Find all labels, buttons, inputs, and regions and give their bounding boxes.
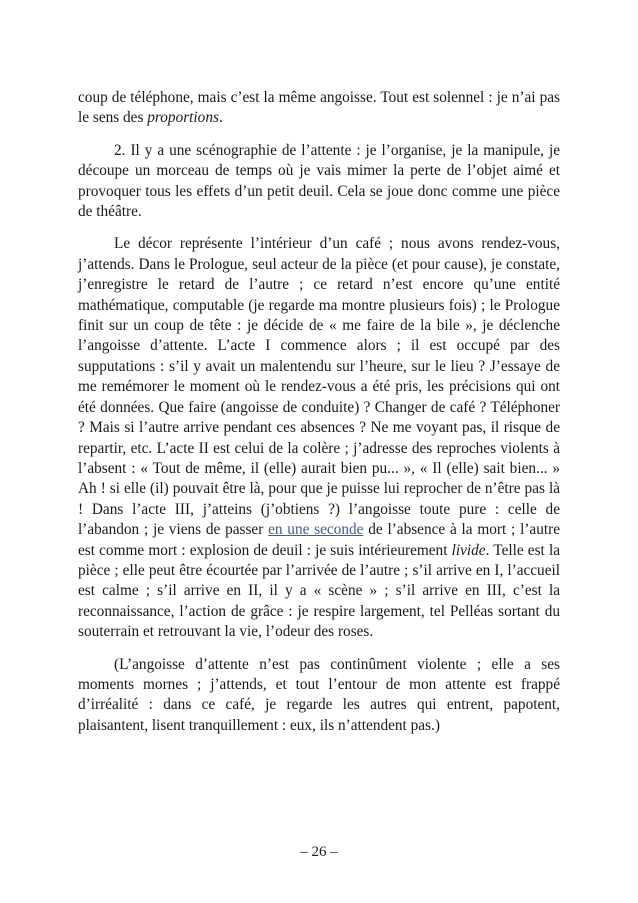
paragraph-2: 2. Il y a une scénographie de l’attente : je l’organise, je la manipule, je découpe un morceau de temps où je vais mimer la perte de l’objet aimé et provoquer tous les effets d’un petit deuil. Cela se joue donc comme une pièce de théâtre. [78, 141, 560, 221]
paragraph-3-text-b: de l’absence à la mort ; l’autre est comme mort : explosion de deuil : je suis intérieurement [78, 521, 560, 559]
emphasis-livide: livide [451, 541, 486, 559]
paragraph-3-text-c: . Telle est la pièce ; elle peut être écourtée par l’arrivée de l’autre ; s’il arrive en I, l’accueil est calme ; s’il arrive en II, il y a « scène » ; s’il arrive en III, c’est la reconnaissance, l’action de grâce : je respire largement, tel Pelléas sortant du souterrain et retrouvant la vie, l’odeur des roses. [78, 541, 560, 641]
paragraph-1-text: coup de téléphone, mais c’est la même angoisse. Tout est solennel : je n’ai pas le sens des [78, 89, 560, 127]
page-body [78, 88, 560, 748]
paragraph-1-end: . [218, 109, 223, 127]
paragraph-3-text-a: Le décor représente l’intérieur d’un café ; nous avons rendez-vous, j’attends. Dans le Prologue, seul acteur de la pièce (et pour cause), je constate, j’enregistre le retard de l’autre ; ce retard n’est encore qu’une entité mathématique, computable (je regarde ma montre plusieurs fois) ; le Prologue finit sur un coup de tête : je décide de « me faire de la bile », je déclenche l’angoisse d’attente. L’acte I commence alors ; il est occupé par des supputations : s’il y avait un malentendu sur l’heure, sur le lieu ? J’essaye de me remémorer le moment où le rendez-vous a été pris, les précisions qui ont été données. Que faire (angoisse de conduite) ? Changer de café ? Téléphoner ? Mais si l’autre arrive pendant ces absences ? Ne me voyant pas, il risque de repartir, etc. L’acte II est celui de la colère ; j’adresse des reproches violents à l’absent : « Tout de même, il (elle) aurait bien pu... », « Il (elle) sait bien... » Ah ! si elle (il) pouvait être là, pour que je puisse lui reprocher de n’être pas là ! Dans l’acte III, j’atteins (j’obtiens ?) l’angoisse toute pure : celle de l’abandon ; je viens de passer [78, 235, 560, 539]
link-en-une-seconde[interactable]: en une seconde [268, 521, 364, 539]
paragraph-1 [78, 88, 560, 129]
page-number: – 26 – [300, 844, 338, 860]
paragraph-3 [78, 234, 560, 642]
emphasis-proportions: proportions [147, 109, 219, 127]
paragraph-4: (L’angoisse d’attente n’est pas continûment violente ; elle a ses moments mornes ; j’attends, et tout l’entour de mon attente est frappé d’irréalité : dans ce café, je regarde les autres qui entrent, papotent, plaisantent, lisent tranquillement : eux, ils n’attendent pas.) [78, 655, 560, 734]
